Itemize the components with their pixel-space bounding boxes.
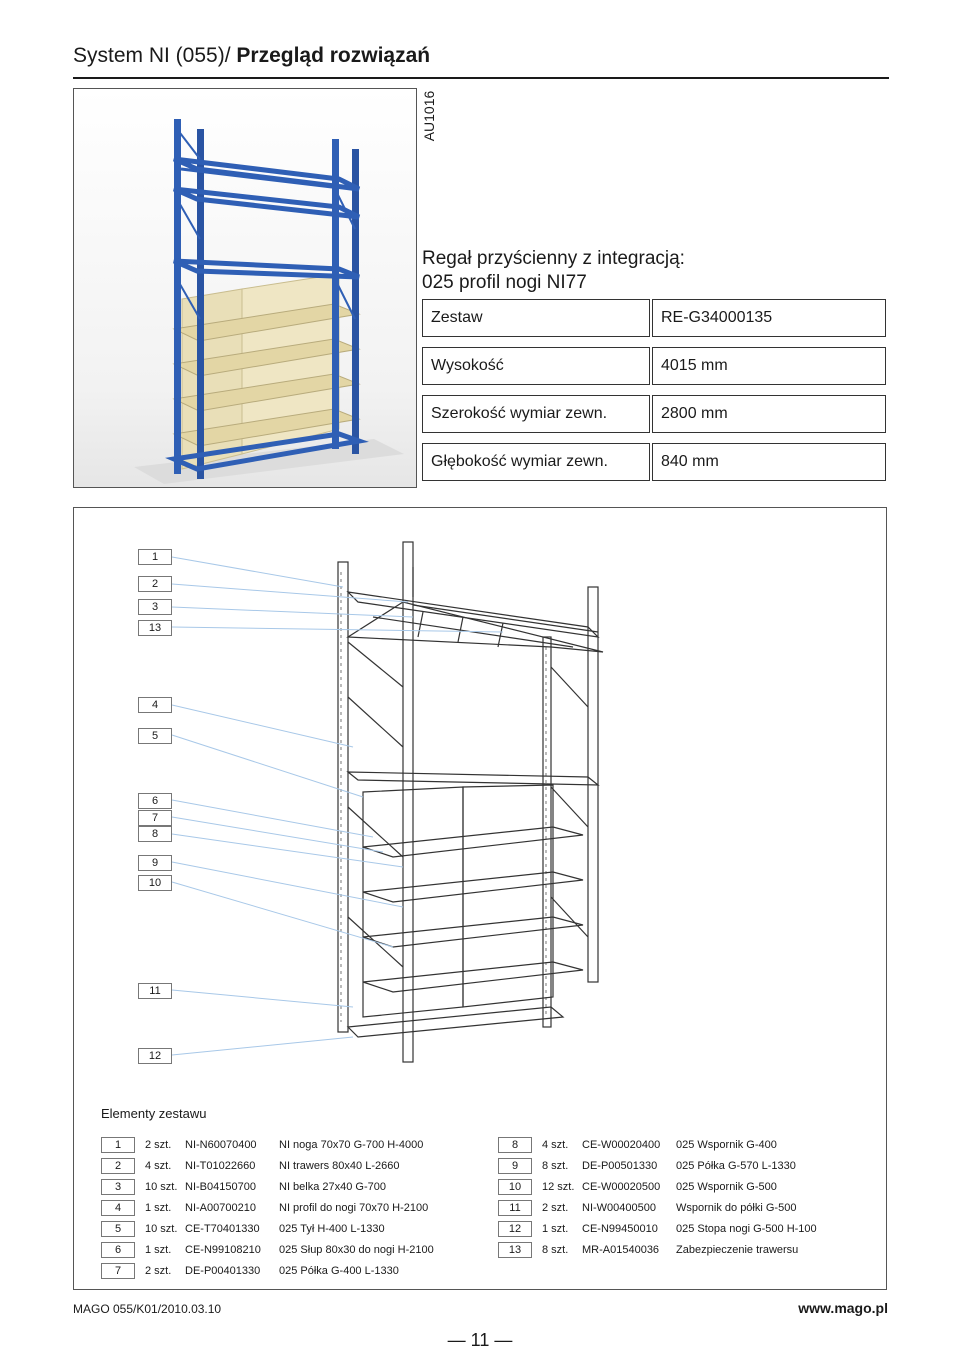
spec-row-zestaw (422, 299, 886, 337)
callout-13: 13 (138, 620, 172, 636)
spec-label: Zestaw (422, 299, 650, 337)
element-code: CE-W00020500 (582, 1181, 661, 1193)
element-num: 10 (498, 1179, 532, 1195)
element-code: NI-A00700210 (185, 1202, 256, 1214)
callout-3: 3 (138, 599, 172, 615)
page-number: — 11 — (447, 1330, 513, 1350)
element-desc: NI trawers 80x40 L-2660 (279, 1160, 400, 1172)
callout-8: 8 (138, 826, 172, 842)
element-desc: Zabezpieczenie trawersu (676, 1244, 799, 1256)
element-num: 5 (101, 1221, 135, 1237)
element-num: 7 (101, 1263, 135, 1279)
element-num: 4 (101, 1200, 135, 1216)
element-qty: 8 szt. (542, 1244, 569, 1256)
element-qty: 4 szt. (542, 1139, 569, 1151)
element-code: CE-N99108210 (185, 1244, 261, 1256)
spec-value: 840 mm (652, 443, 886, 481)
callout-6: 6 (138, 793, 172, 809)
element-qty: 1 szt. (145, 1244, 172, 1256)
spec-value: RE-G34000135 (652, 299, 886, 337)
callout-5: 5 (138, 728, 172, 744)
element-desc: 025 Stopa nogi G-500 H-100 (676, 1223, 817, 1235)
element-desc: 025 Wspornik G-400 (676, 1139, 777, 1151)
element-code: MR-A01540036 (582, 1244, 660, 1256)
spec-row-wysokosc (422, 347, 886, 385)
element-code: CE-N99450010 (582, 1223, 658, 1235)
spec-label: Szerokość wymiar zewn. (422, 395, 650, 433)
element-code: CE-W00020400 (582, 1139, 661, 1151)
spec-row-glebokosc (422, 443, 886, 481)
element-desc: NI belka 27x40 G-700 (279, 1181, 387, 1193)
spec-value: 2800 mm (652, 395, 886, 433)
element-qty: 2 szt. (145, 1265, 172, 1277)
element-code: DE-P00501330 (582, 1160, 658, 1172)
element-num: 2 (101, 1158, 135, 1174)
product-subtitle (422, 247, 685, 295)
element-qty: 12 szt. (542, 1181, 575, 1193)
element-num: 1 (101, 1137, 135, 1153)
document-reference: MAGO 055/K01/2010.03.10 (73, 1302, 222, 1316)
callout-12: 12 (138, 1048, 172, 1064)
element-qty: 10 szt. (145, 1223, 178, 1235)
element-desc: NI noga 70x70 G-700 H-4000 (279, 1139, 424, 1151)
element-code: NI-T01022660 (185, 1160, 256, 1172)
website-link[interactable]: www.mago.pl (798, 1300, 888, 1316)
element-code: NI-W00400500 (582, 1202, 656, 1214)
element-qty: 8 szt. (542, 1160, 569, 1172)
callout-2: 2 (138, 576, 172, 592)
element-code: NI-B04150700 (185, 1181, 256, 1193)
elements-title: Elementy zestawu (101, 1106, 207, 1121)
element-qty: 2 szt. (542, 1202, 569, 1214)
element-desc: NI profil do nogi 70x70 H-2100 (279, 1202, 429, 1214)
element-num: 13 (498, 1242, 532, 1258)
element-desc: Wspornik do półki G-500 (676, 1202, 797, 1214)
element-qty: 1 szt. (542, 1223, 569, 1235)
element-desc: 025 Półka G-400 L-1330 (279, 1265, 399, 1277)
element-code: NI-N60070400 (185, 1139, 257, 1151)
rack-render-image (74, 89, 416, 487)
spec-value: 4015 mm (652, 347, 886, 385)
callout-10: 10 (138, 875, 172, 891)
callout-9: 9 (138, 855, 172, 871)
spec-row-szerokosc (422, 395, 886, 433)
element-num: 9 (498, 1158, 532, 1174)
callout-11: 11 (138, 983, 172, 999)
callout-4: 4 (138, 697, 172, 713)
subtitle-line-1: Regał przyścienny z integracją: (422, 248, 685, 269)
spec-label: Głębokość wymiar zewn. (422, 443, 650, 481)
element-code: CE-T70401330 (185, 1223, 260, 1235)
product-photo (73, 88, 417, 488)
element-desc: 025 Tył H-400 L-1330 (279, 1223, 385, 1235)
element-desc: 025 Słup 80x30 do nogi H-2100 (279, 1244, 434, 1256)
element-num: 11 (498, 1200, 532, 1216)
rack-line-drawing (73, 507, 887, 1107)
title-rule (73, 77, 889, 79)
product-code: AU1016 (421, 90, 437, 142)
title-prefix: System NI (055)/ (73, 44, 237, 67)
element-qty: 4 szt. (145, 1160, 172, 1172)
title-main: Przegląd rozwiązań (236, 44, 431, 67)
element-desc: 025 Półka G-570 L-1330 (676, 1160, 796, 1172)
element-num: 8 (498, 1137, 532, 1153)
element-qty: 10 szt. (145, 1181, 178, 1193)
element-num: 3 (101, 1179, 135, 1195)
callout-1: 1 (138, 549, 172, 565)
element-qty: 2 szt. (145, 1139, 172, 1151)
callout-7: 7 (138, 810, 172, 826)
element-code: DE-P00401330 (185, 1265, 261, 1277)
subtitle-line-2: 025 profil nogi NI77 (422, 272, 587, 293)
element-num: 6 (101, 1242, 135, 1258)
spec-label: Wysokość (422, 347, 650, 385)
element-qty: 1 szt. (145, 1202, 172, 1214)
page-title (73, 44, 430, 68)
element-num: 12 (498, 1221, 532, 1237)
element-desc: 025 Wspornik G-500 (676, 1181, 777, 1193)
